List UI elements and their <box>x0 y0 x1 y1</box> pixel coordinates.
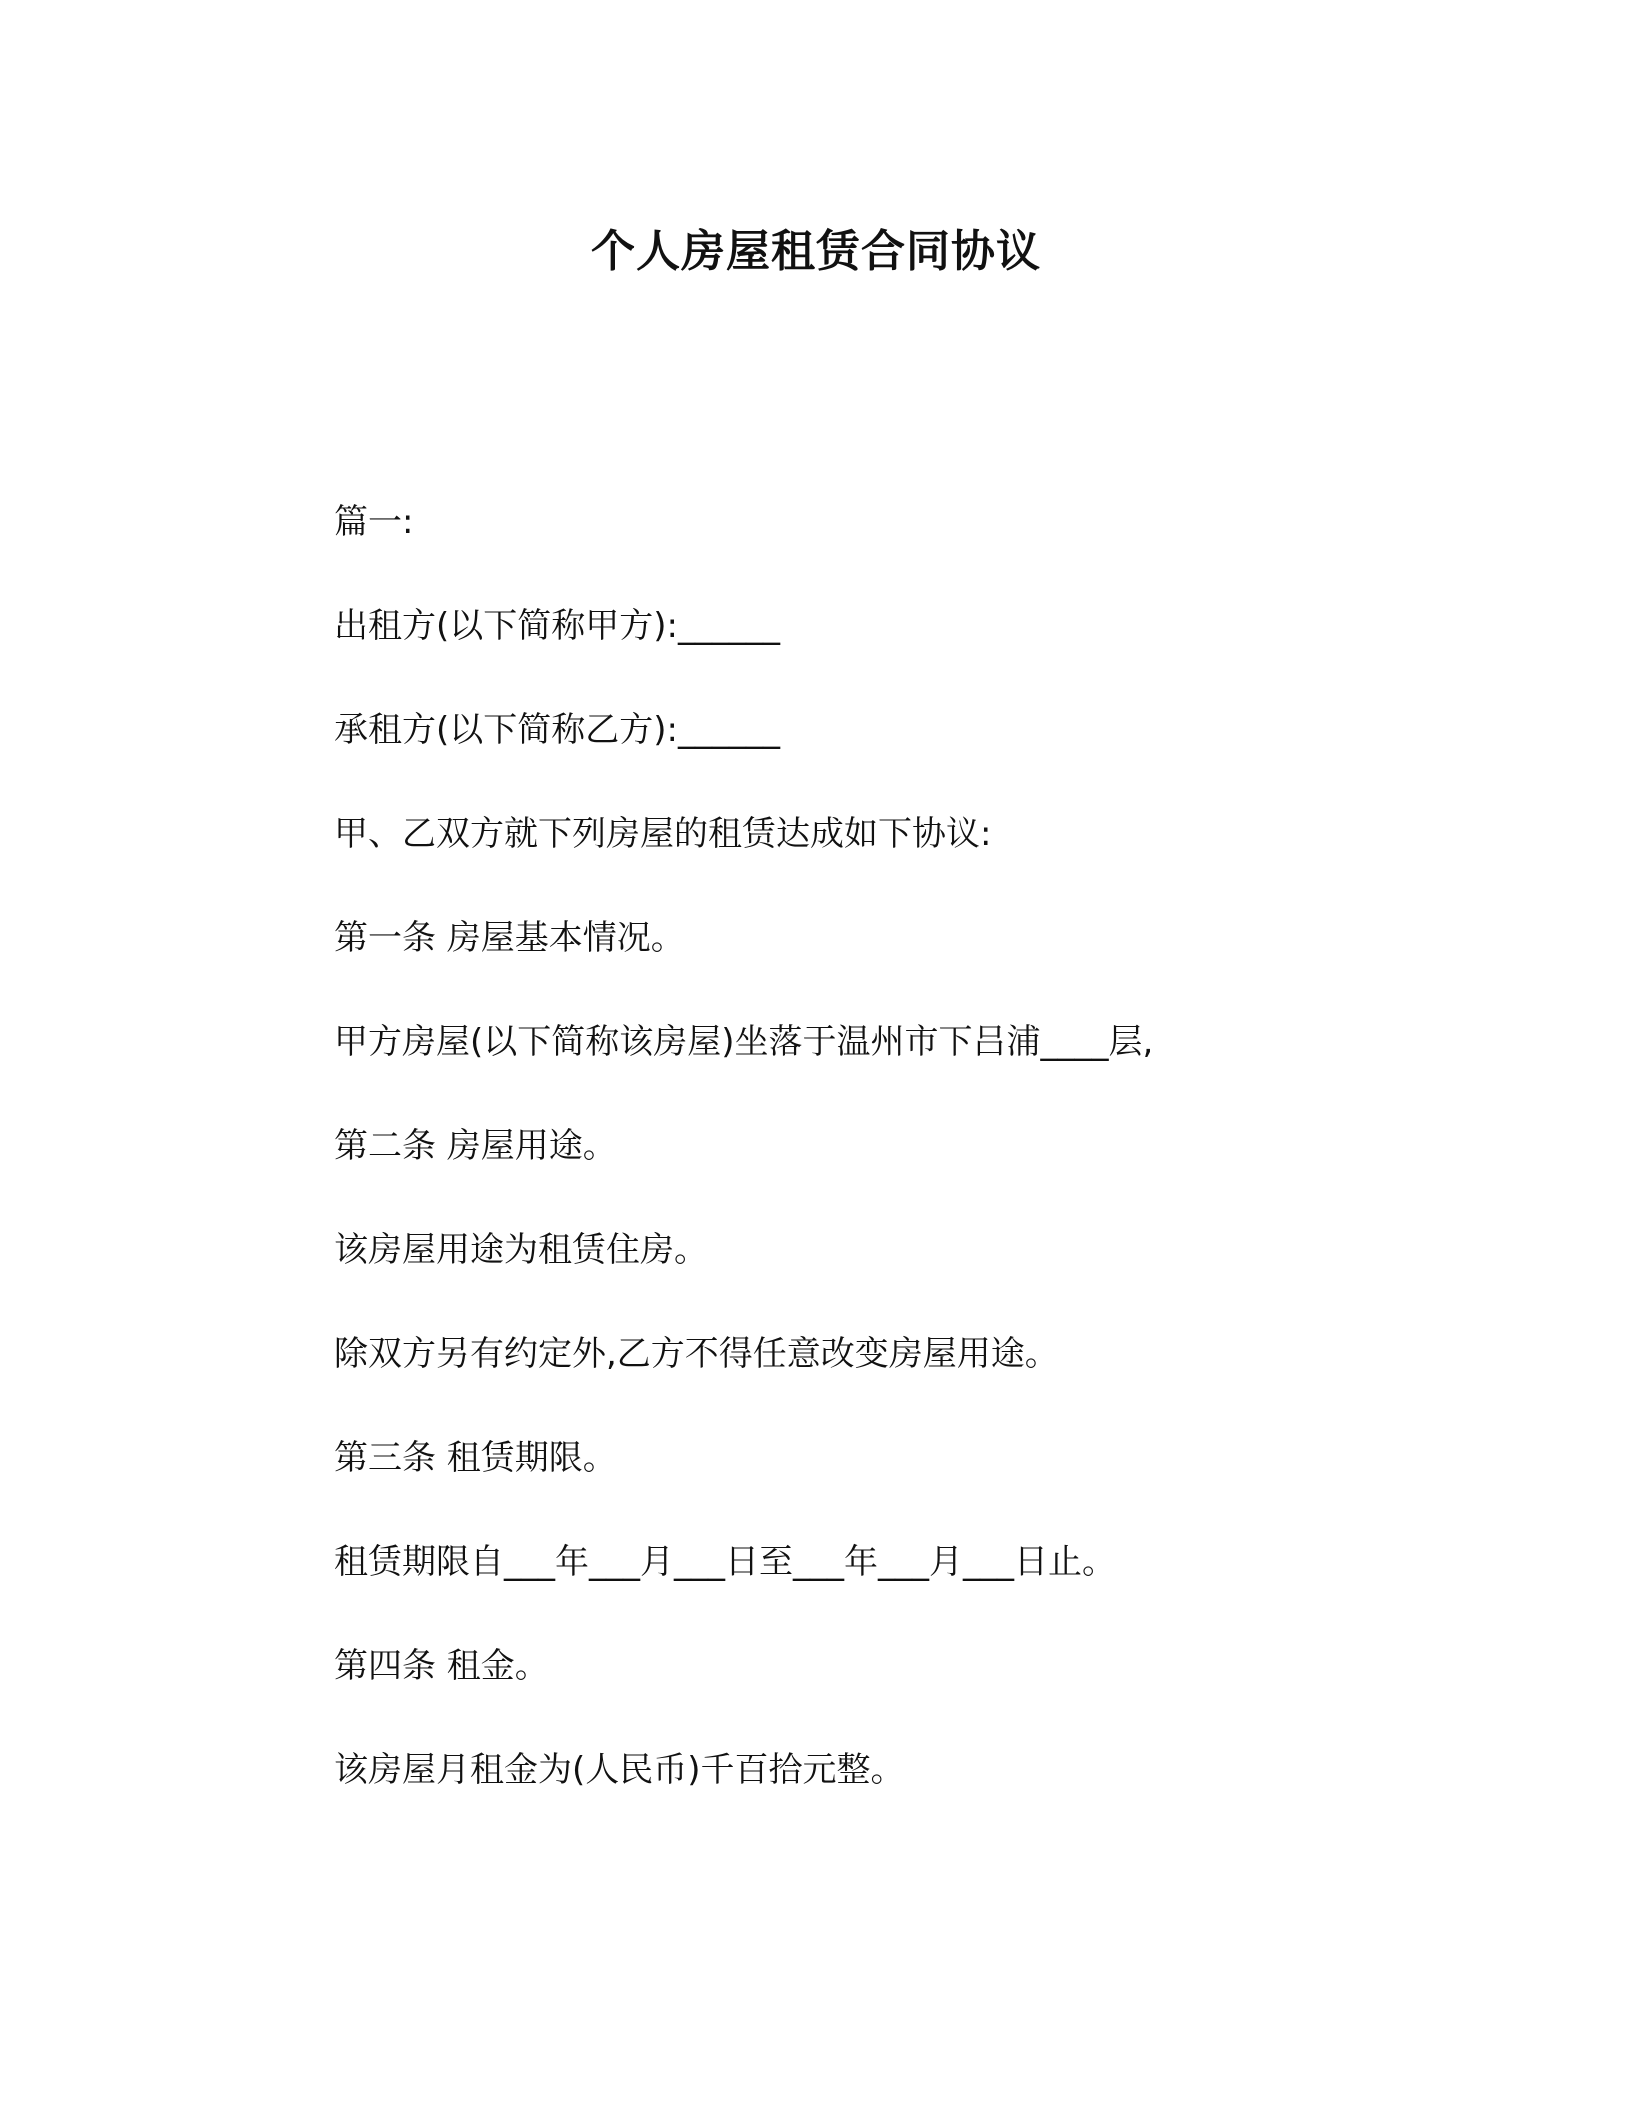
article-four-heading: 第四条 租金。 <box>334 1646 549 1686</box>
document-body <box>334 494 1334 1846</box>
property-location-line: 甲方房屋(以下简称该房屋)坐落于温州市下吕浦____层, <box>334 1022 1154 1062</box>
use-restriction-line: 除双方另有约定外,乙方不得任意改变房屋用途。 <box>334 1334 1059 1374</box>
property-use-line: 该房屋用途为租赁住房。 <box>334 1230 708 1270</box>
section-heading-part-one: 篇一: <box>334 502 414 542</box>
lessor-line: 出租方(以下简称甲方):______ <box>334 606 780 646</box>
document-title: 个人房屋租赁合同协议 <box>591 226 1041 277</box>
agreement-intro-line: 甲、乙双方就下列房屋的租赁达成如下协议: <box>334 814 992 854</box>
article-two-heading: 第二条 房屋用途。 <box>334 1126 617 1166</box>
monthly-rent-line: 该房屋月租金为(人民币)千百拾元整。 <box>334 1750 905 1790</box>
article-one-heading: 第一条 房屋基本情况。 <box>334 918 685 958</box>
lease-term-line: 租赁期限自___年___月___日至___年___月___日止。 <box>334 1542 1116 1582</box>
lessee-line: 承租方(以下简称乙方):______ <box>334 710 780 750</box>
article-three-heading: 第三条 租赁期限。 <box>334 1438 617 1478</box>
